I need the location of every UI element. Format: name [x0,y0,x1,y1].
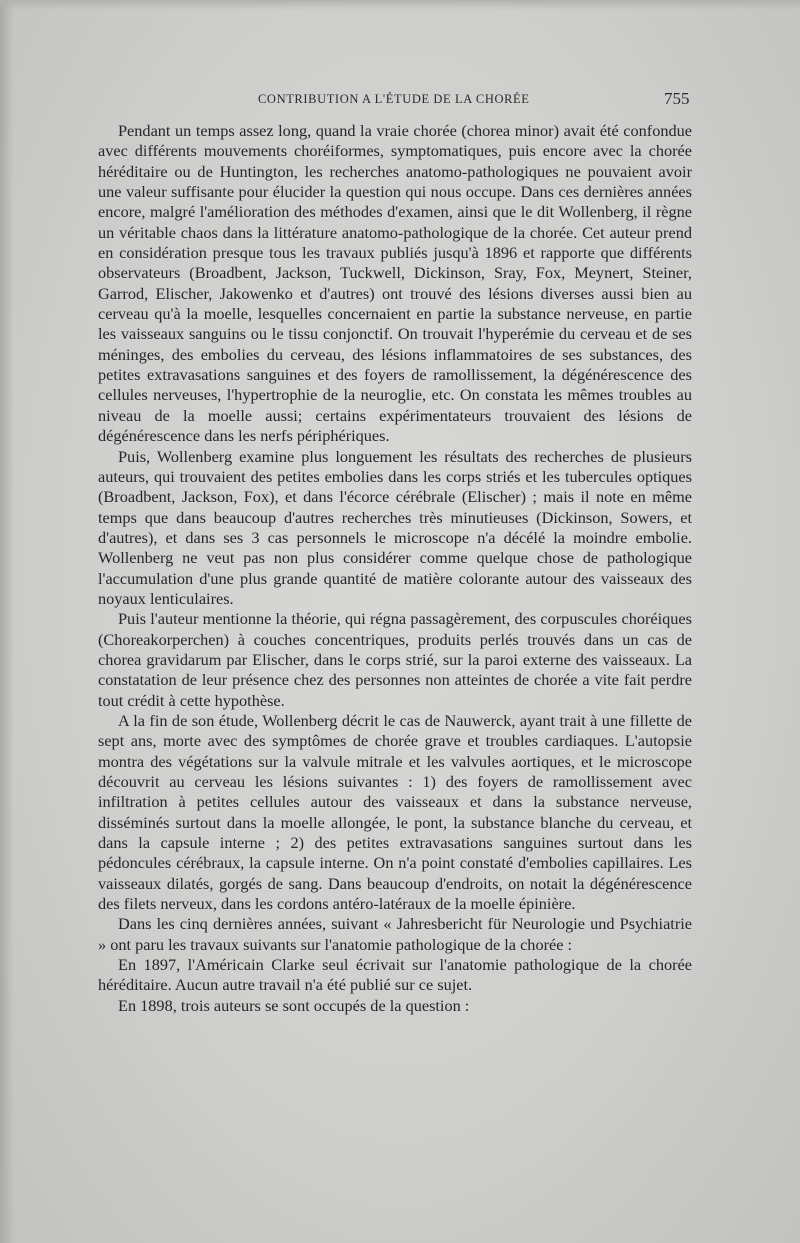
paragraph-1: Pendant un temps assez long, quand la vraie chorée (chorea minor) avait été confondue avec différents mouvements choréiformes, symptomatiques, puis encore avec la chorée héréditaire ou de Huntington, les recherches anatomo-pathologiques ne pouvaient avoir une valeur suffisante pour élucider la question qui nous occupe. Dans ces dernières années encore, malgré l'amélioration des méthodes d'examen, ainsi que le dit Wollenberg, il règne un véritable chaos dans la littérature anatomo-pathologique de la chorée. Cet auteur prend en considération presque tous les travaux publiés jusqu'à 1896 et rapporte que différents observateurs (Broadbent, Jackson, Tuckwell, Dickinson, Sray, Fox, Meynert, Steiner, Garrod, Elischer, Jakowenko et d'autres) ont trouvé des lésions diverses aussi bien au cerveau qu'à la moelle, lesquelles concernaient en partie la substance nerveuse, en partie les vaisseaux sanguins ou le tissu conjonctif. On trouvait l'hyperémie du cerveau et de ses méninges, des embolies du cerveau, des lésions inflammatoires de ses substances, des petites extravasations sanguines et des foyers de ramollissement, la dégénérescence des cellules nerveuses, l'hypertrophie de la neuroglie, etc. On constata les mêmes troubles au niveau de la moelle aussi; certains expérimentateurs trouvaient des lésions de dégénérescence dans les nerfs périphériques. [98,121,692,446]
page-shadow-left [0,0,14,1243]
paragraph-4: A la fin de son étude, Wollenberg décrit le cas de Nauwerck, ayant trait à une fillette de sept ans, morte avec des symptômes de chorée grave et troubles cardiaques. L'autopsie montra des végétations sur la valvule mitrale et les valvules aortiques, et le microscope découvrit au cerveau les lésions suivantes : 1) des foyers de ramollissement avec infiltration à petites cellules autour des vaisseaux et dans la substance nerveuse, disséminés surtout dans la moelle allongée, le pont, la substance blanche du cerveau, et dans la capsule interne ; 2) des petites extravasations sanguines surtout dans les pédoncules cérébraux, la capsule interne. On n'a point constaté d'embolies capillaires. Les vaisseaux dilatés, gorgés de sang. Dans beaucoup d'endroits, on notait la dégénérescence des filets nerveux, dans les cordons antéro-latéraux de la moelle épinière. [98,710,692,914]
paragraph-7: En 1898, trois auteurs se sont occupés de la question : [118,995,470,1015]
paragraph-5: Dans les cinq dernières années, suivant « Jahresbericht für Neurologie und Psychiatrie » ont paru les travaux suivants sur l'anatomie pathologique de la chorée : [98,914,692,954]
paragraph-2: Puis, Wollenberg examine plus longuement les résultats des recherches de plusieurs auteurs, qui trouvaient des petites embolies dans les corps striés et les tubercules optiques (Broadbent, Jackson, Fox), et dans l'écorce cérébrale (Elischer) ; mais il note en même temps que dans beaucoup d'autres recherches très minutieuses (Dickinson, Sowers, et d'autres), et dans ses 3 cas personnels le microscope n'a décélé la moindre embolie. Wollenberg ne veut pas non plus considérer comme quelque chose de pathologique l'accumulation d'une plus grande quantité de matière colorante autour des vaisseaux des noyaux lenticulaires. [98,446,692,608]
running-header: CONTRIBUTION A L'ÉTUDE DE LA CHORÉE [258,92,530,106]
page-shadow-top [0,0,800,10]
paragraph-6: En 1897, l'Américain Clarke seul écrivait sur l'anatomie pathologique de la chorée héréditaire. Aucun autre travail n'a été publié sur ce sujet. [98,955,692,995]
body-text [98,121,692,1016]
paragraph-3: Puis l'auteur mentionne la théorie, qui régna passagèrement, des corpuscules choréiques (Choreakorperchen) à couches concentriques, produits perlés trouvés dans un cas de chorea gravidarum par Elischer, dans le corps strié, sur la paroi externe des vaisseaux. La constatation de leur présence chez des personnes non atteintes de chorée a vite fait perdre tout crédit à cette hypothèse. [98,609,692,710]
page-number: 755 [664,89,690,108]
